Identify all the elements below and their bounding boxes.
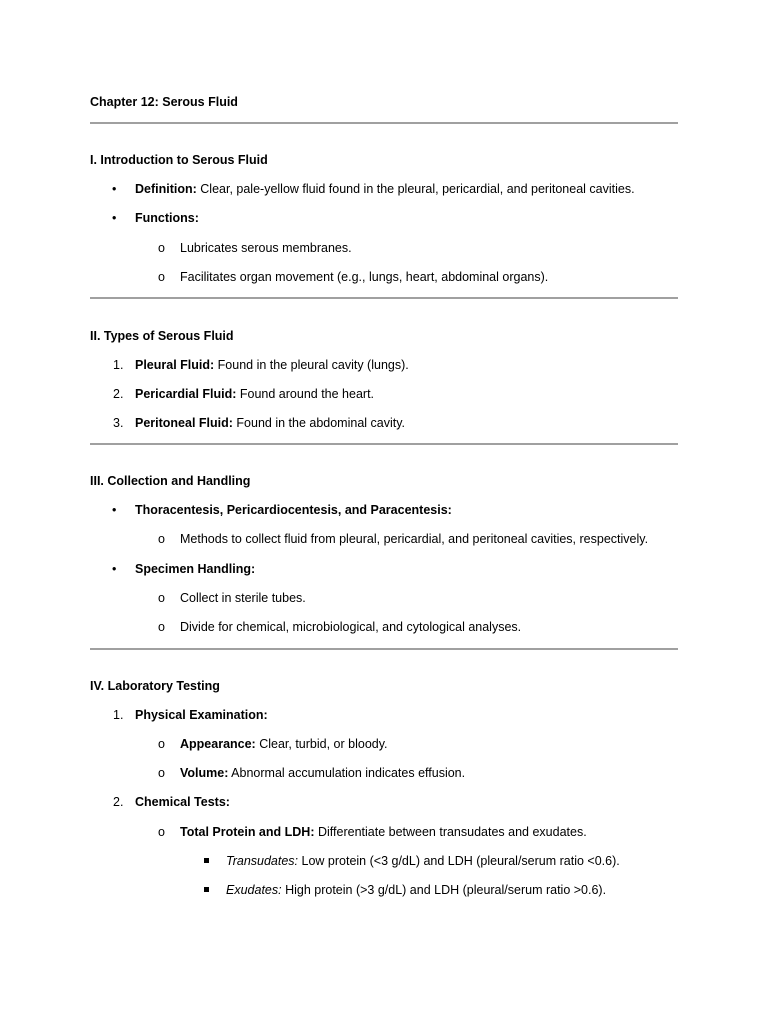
divider bbox=[90, 648, 678, 650]
fluid-type-label: Peritoneal Fluid: bbox=[135, 416, 233, 430]
transudates-item bbox=[226, 853, 620, 869]
handling-item: Divide for chemical, microbiological, and cytological analyses. bbox=[180, 620, 522, 634]
physical-exam-label: Physical Examination: bbox=[135, 708, 268, 722]
protein-ldh-text: Differentiate between transudates and exudates. bbox=[314, 825, 587, 839]
divider bbox=[90, 122, 678, 124]
exudates-text: High protein (>3 g/dL) and LDH (pleural/serum ratio >0.6). bbox=[281, 883, 607, 897]
sub-bullet-marker: o bbox=[158, 766, 165, 780]
definition-label: Definition: bbox=[135, 182, 197, 196]
definition-text: Clear, pale-yellow fluid found in the pleural, pericardial, and peritoneal cavities. bbox=[196, 182, 635, 196]
function-item: Lubricates serous membranes. bbox=[180, 241, 352, 255]
fluid-type-label: Pleural Fluid: bbox=[135, 358, 215, 372]
divider bbox=[90, 443, 678, 445]
bullet-marker: • bbox=[112, 562, 117, 576]
sub-bullet-marker: o bbox=[158, 620, 165, 634]
exudates-item bbox=[226, 882, 606, 898]
function-item: Facilitates organ movement (e.g., lungs, heart, abdominal organs). bbox=[180, 270, 549, 284]
specimen-handling-label: Specimen Handling: bbox=[135, 562, 256, 576]
section-3-heading: III. Collection and Handling bbox=[90, 474, 251, 488]
list-number: 2. bbox=[113, 795, 124, 809]
volume-label: Volume: bbox=[180, 766, 229, 780]
protein-ldh-label: Total Protein and LDH: bbox=[180, 825, 315, 839]
sub-bullet-marker: o bbox=[158, 532, 165, 546]
section-1-heading: I. Introduction to Serous Fluid bbox=[90, 153, 268, 167]
fluid-type-label: Pericardial Fluid: bbox=[135, 387, 237, 401]
appearance-text: Clear, turbid, or bloody. bbox=[255, 737, 388, 751]
sub-bullet-marker: o bbox=[158, 737, 165, 751]
functions-label: Functions: bbox=[135, 211, 199, 225]
chapter-title: Chapter 12: Serous Fluid bbox=[90, 95, 238, 109]
bullet-marker: • bbox=[112, 503, 117, 517]
fluid-type-item bbox=[135, 357, 409, 373]
section-2-heading: II. Types of Serous Fluid bbox=[90, 329, 234, 343]
fluid-type-item bbox=[135, 386, 374, 402]
section-4-heading: IV. Laboratory Testing bbox=[90, 679, 220, 693]
list-number: 1. bbox=[113, 358, 124, 372]
fluid-type-text: Found around the heart. bbox=[236, 387, 375, 401]
bullet-marker: • bbox=[112, 211, 117, 225]
list-number: 2. bbox=[113, 387, 124, 401]
list-number: 3. bbox=[113, 416, 124, 430]
fluid-type-text: Found in the pleural cavity (lungs). bbox=[214, 358, 409, 372]
collection-method-item: Methods to collect fluid from pleural, pericardial, and peritoneal cavities, respectively. bbox=[180, 532, 649, 546]
divider bbox=[90, 297, 678, 299]
chemical-tests-label: Chemical Tests: bbox=[135, 795, 230, 809]
sub-bullet-marker: o bbox=[158, 270, 165, 284]
sub-bullet-marker: o bbox=[158, 591, 165, 605]
appearance-label: Appearance: bbox=[180, 737, 256, 751]
collection-methods-label: Thoracentesis, Pericardiocentesis, and Paracentesis: bbox=[135, 503, 452, 517]
exudates-label: Exudates: bbox=[226, 883, 282, 897]
sub-bullet-marker: o bbox=[158, 241, 165, 255]
volume-text: Abnormal accumulation indicates effusion. bbox=[228, 766, 466, 780]
sub-bullet-marker: o bbox=[158, 825, 165, 839]
square-bullet-icon bbox=[204, 858, 209, 863]
physical-exam-item bbox=[180, 765, 465, 781]
bullet-marker: • bbox=[112, 182, 117, 196]
definition-item bbox=[135, 181, 635, 197]
chemical-test-item bbox=[180, 824, 587, 840]
square-bullet-icon bbox=[204, 887, 209, 892]
fluid-type-text: Found in the abdominal cavity. bbox=[232, 416, 406, 430]
list-number: 1. bbox=[113, 708, 124, 722]
physical-exam-item bbox=[180, 736, 388, 752]
handling-item: Collect in sterile tubes. bbox=[180, 591, 306, 605]
fluid-type-item bbox=[135, 415, 405, 431]
transudates-label: Transudates: bbox=[226, 854, 299, 868]
transudates-text: Low protein (<3 g/dL) and LDH (pleural/serum ratio <0.6). bbox=[298, 854, 620, 868]
